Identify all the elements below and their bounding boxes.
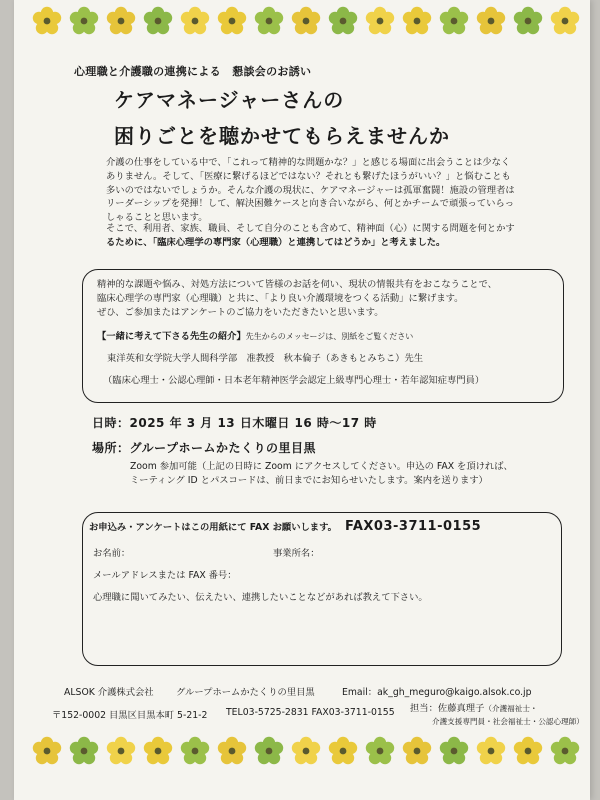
- footer-email: Email：ak_gh_meguro@kaigo.alsok.co.jp: [342, 687, 532, 698]
- zoom-note: Zoom 参加可能（上記の日時に Zoom にアクセスしてください。申込の FAX を頂ければ、 ミーティング ID とパスコードは、前日までにお知らせいたします。案内を送ります）: [130, 461, 513, 486]
- intro-paragraph-2: そこで、利用者、家族、職員、そして自分のことも含めて、精神面（心）に関する問題を何とかす るために、「臨床心理学の専門家（心理職）と連携してはどうか」と考えました。: [106, 223, 515, 248]
- office-field[interactable]: 事業所名：: [273, 548, 320, 559]
- footer-phone-fax: TEL03-5725-2831 FAX03-3711-0155: [226, 707, 395, 718]
- application-form: [82, 512, 562, 666]
- flower-icon: [439, 736, 469, 766]
- flower-icon: [439, 6, 469, 36]
- flower-icon: [254, 6, 284, 36]
- flower-icon: [32, 736, 62, 766]
- email-fax-field[interactable]: メールアドレスまたは FAX 番号：: [93, 570, 237, 581]
- footer-facility: グループホームかたくりの里目黒: [176, 687, 315, 698]
- flower-icon: [513, 6, 543, 36]
- info-text: 精神的な課題や悩み、対処方法について皆様のお話を伺い、現状の情報共有をおこなうことで、 臨床心理学の専門家（心理職）と共に、「より良い介護環境をつくる活動」に繋げます。 ぜひ、ご参加またはアンケートのご協力をいただきたいと思います。: [97, 279, 497, 318]
- flower-icon: [513, 736, 543, 766]
- flower-icon: [291, 6, 321, 36]
- flower-icon: [365, 736, 395, 766]
- footer-contact-roles: 介護支援専門員・社会福祉士・公認心理師）: [432, 717, 584, 726]
- flower-icon: [328, 6, 358, 36]
- form-heading-row: [89, 519, 481, 534]
- flower-icon: [254, 736, 284, 766]
- teacher-heading-row: [97, 328, 413, 342]
- flower-border-bottom: [32, 734, 580, 768]
- flower-icon: [180, 6, 210, 36]
- form-heading: お申込み・アンケートはこの用紙にて FAX お願いします。: [89, 522, 337, 533]
- flower-icon: [106, 736, 136, 766]
- intro-paragraph-1: 介護の仕事をしている中で、「これって精神的な問題かな？」と感じる場面に出会うことは少なく ありません。そして、「医療に繋げるほどではない？それとも繋げたほうがいい？」と悩むことも 多いのではないでしょうか。そんな介護の現状に、ケアマネージャーは孤軍奮闘！施設の管理者は リーダーシップを発揮！して、解決困難ケースと向き合いながら、何とかチームで頑張っていらっ しゃることと思います。: [106, 157, 515, 224]
- flower-icon: [365, 6, 395, 36]
- flower-icon: [217, 736, 247, 766]
- footer-address: 〒152-0002 目黒区目黒本町 5-21-2: [52, 710, 208, 721]
- info-box: [82, 269, 564, 403]
- flower-icon: [180, 736, 210, 766]
- subtitle: 心理職と介護職の連携による 懇談会のお誘い: [74, 65, 312, 78]
- flower-icon: [143, 736, 173, 766]
- event-datetime: 日時：2025 年 3 月 13 日木曜日 16 時～17 時: [92, 416, 377, 430]
- flyer-page: [14, 0, 590, 800]
- flower-border-top: [32, 4, 580, 38]
- flower-icon: [143, 6, 173, 36]
- flower-icon: [550, 6, 580, 36]
- footer-company: ALSOK 介護株式会社: [64, 687, 154, 698]
- title-line-2: 困りごとを聴かせてもらえませんか: [114, 124, 450, 148]
- footer-contact: 担当：佐藤真理子（介護福祉士・: [410, 703, 538, 714]
- name-field[interactable]: お名前：: [93, 548, 131, 559]
- question-field[interactable]: 心理職に聞いてみたい、伝えたい、連携したいことなどがあれば教えて下さい。: [93, 592, 428, 603]
- flower-icon: [217, 6, 247, 36]
- flower-icon: [550, 736, 580, 766]
- title-line-1: ケアマネージャーさんの: [114, 88, 345, 112]
- form-fax-number: FAX03-3711-0155: [344, 519, 482, 534]
- flower-icon: [32, 6, 62, 36]
- teacher-note: 先生からのメッセージは、別紙をご覧ください: [245, 332, 414, 341]
- teacher-credentials: （臨床心理士・公認心理師・日本老年精神医学会認定上級専門心理士・若年認知症専門員）: [103, 375, 485, 386]
- flower-icon: [106, 6, 136, 36]
- flower-icon: [402, 6, 432, 36]
- flower-icon: [476, 6, 506, 36]
- event-place: 場所：グループホームかたくりの里目黒: [92, 441, 317, 455]
- teacher-name: 東洋英和女学院大学人間科学部 准教授 秋本倫子（あきもとみちこ）先生: [107, 353, 424, 364]
- flower-icon: [402, 736, 432, 766]
- flower-icon: [69, 736, 99, 766]
- flower-icon: [476, 736, 506, 766]
- teacher-heading: 【一緒に考えて下さる先生の紹介】: [97, 331, 246, 342]
- flower-icon: [328, 736, 358, 766]
- flower-icon: [291, 736, 321, 766]
- flower-icon: [69, 6, 99, 36]
